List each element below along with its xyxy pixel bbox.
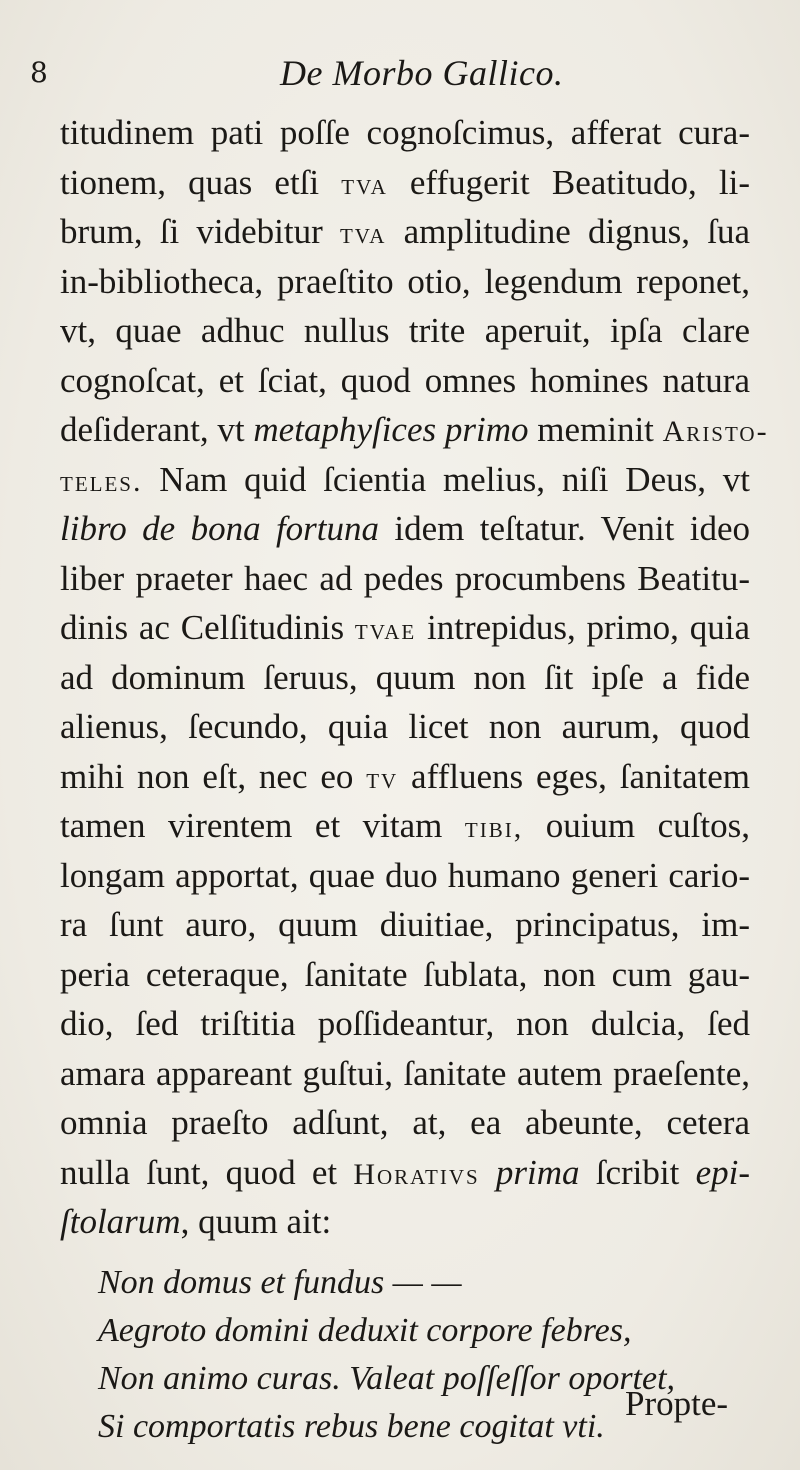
text-line: ſtolarum, quum ait:: [60, 1202, 332, 1241]
text-line: amara appareant guſtui, ſanitate autem praeſente,: [60, 1053, 750, 1093]
text-line: ad dominum ſeruus, quum non ſit ipſe a fide: [60, 657, 750, 697]
text-line: ra ſunt auro, quum diuitiae, principatus, im-: [60, 905, 750, 944]
page-header: [30, 52, 770, 98]
text-line: vt, quae adhuc nullus trite aperuit, ipſa clare: [60, 311, 750, 350]
verse-line: Non domus et fundus — —: [98, 1263, 462, 1301]
text-line: libro de bona fortuna idem teſtatur. Venit ideo: [60, 509, 750, 548]
text-line: liber praeter haec ad pedes procumbens Beatitu-: [60, 558, 750, 598]
text-line: deſiderant, vt metaphyſices primo meminit Aristo-: [60, 410, 769, 449]
text-line: titudinem pati poſſe cognoſcimus, afferat cura-: [60, 113, 750, 152]
text-line: brum, ſi videbitur tva amplitudine dignus, ſua: [60, 212, 750, 251]
text-line: teles. Nam quid ſcientia melius, niſi Deus, vt: [60, 459, 750, 499]
verse-line: Non animo curas. Valeat poſſeſſor oportet,: [98, 1359, 676, 1397]
text-line: longam apportat, quae duo humano generi cario-: [60, 855, 750, 895]
text-line: mihi non eſt, nec eo tv affluens eges, ſanitatem: [60, 756, 750, 796]
page-number: 8: [30, 56, 48, 89]
running-title: De Morbo Gallico.: [280, 53, 564, 93]
text-line: tionem, quas etſi tva effugerit Beatitudo, li-: [60, 162, 750, 202]
text-line: dinis ac Celſitudinis tvae intrepidus, primo, quia: [60, 608, 750, 647]
text-line: nulla ſunt, quod et Horativs prima ſcribit epi-: [60, 1152, 751, 1192]
body-text: [60, 108, 769, 1451]
text-line: peria ceteraque, ſanitate ſublata, non cum gau-: [60, 954, 750, 994]
text-line: cognoſcat, et ſciat, quod omnes homines natura: [60, 360, 750, 400]
text-line: tamen virentem et vitam tibi, ouium cuſtos,: [60, 806, 750, 845]
verse-line: Aegroto domini deduxit corpore febres,: [98, 1311, 632, 1349]
text-line: in-bibliotheca, praeſtito otio, legendum reponet,: [60, 261, 750, 301]
text-line: alienus, ſecundo, quia licet non aurum, quod: [60, 707, 750, 746]
text-line: dio, ſed triſtitia poſſideantur, non dulcia, ſed: [60, 1004, 750, 1043]
verse-line: Si comportatis rebus bene cogitat vti.: [98, 1407, 605, 1445]
catchword: Propte-: [625, 1384, 729, 1423]
text-line: omnia praeſto adſunt, at, ea abeunte, cetera: [60, 1103, 750, 1142]
